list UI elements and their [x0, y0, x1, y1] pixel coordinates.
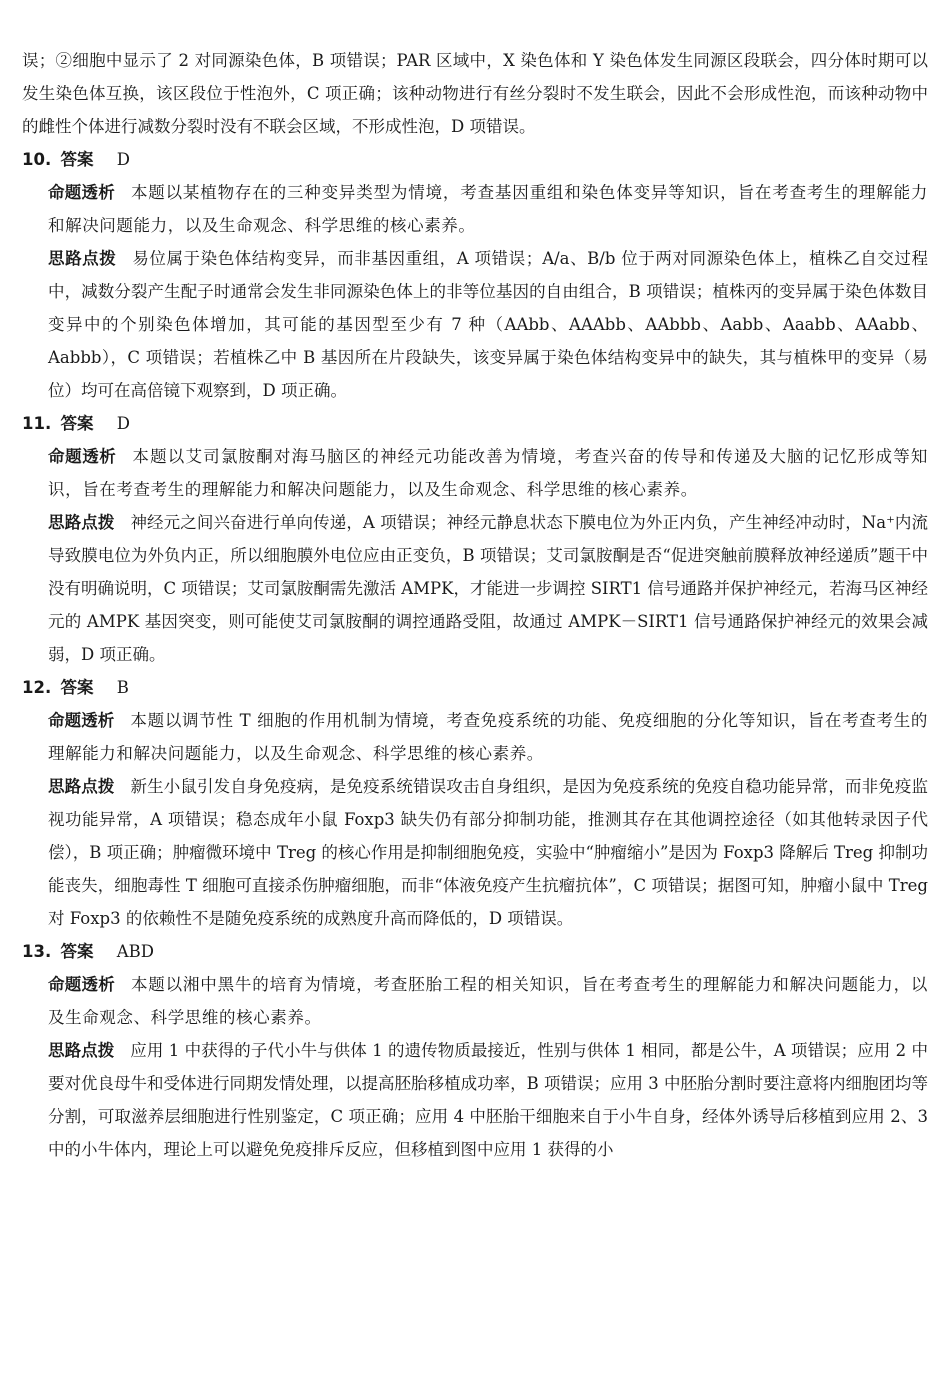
intro-label: 命题透析 [48, 711, 115, 730]
question-13 [22, 935, 928, 1166]
question-12 [22, 671, 928, 935]
intro-paragraph [22, 440, 928, 506]
hint-label: 思路点拨 [48, 1041, 115, 1060]
intro-label: 命题透析 [48, 183, 115, 202]
answer-label: 答案 [60, 150, 94, 169]
hint-text: 神经元之间兴奋进行单向传递，A 项错误；神经元静息状态下膜电位为外正内负，产生神经冲动时，Na⁺内流导致膜电位为外负内正，所以细胞膜外电位应由正变负，B 项错误；艾司氯胺酮是否“促进突触前膜释放神经递质”题干中没有明确说明，C 项错误；艾司氯胺酮需先激活 AMPK，才能进一步调控 SIRT1 信号通路并保护神经元，若海马区神经元的 AMPK 基因突变，则可能使艾司氯胺酮的调控通路受阻，故通过 AMPK－SIRT1 信号通路保护神经元的效果会减弱，D 项正确。 [48, 513, 928, 664]
intro-label: 命题透析 [48, 447, 117, 466]
answer-value: B [116, 678, 129, 697]
answer-line [22, 935, 928, 968]
answer-line [22, 143, 928, 176]
question-10 [22, 143, 928, 407]
intro-text: 本题以湘中黑牛的培育为情境，考查胚胎工程的相关知识，旨在考查考生的理解能力和解决问题能力，以及生命观念、科学思维的核心素养。 [48, 975, 928, 1027]
hint-paragraph [22, 242, 928, 407]
question-number: 13. [22, 942, 52, 961]
answer-label: 答案 [60, 942, 94, 961]
intro-paragraph [22, 176, 928, 242]
hint-label: 思路点拨 [48, 777, 115, 796]
hint-paragraph [22, 1034, 928, 1166]
hint-label: 思路点拨 [48, 513, 115, 532]
answer-line [22, 671, 928, 704]
hint-paragraph [22, 770, 928, 935]
intro-text: 本题以某植物存在的三种变异类型为情境，考查基因重组和染色体变异等知识，旨在考查考生的理解能力和解决问题能力，以及生命观念、科学思维的核心素养。 [48, 183, 928, 235]
answer-label: 答案 [60, 414, 94, 433]
answer-value: D [116, 414, 130, 433]
intro-text: 本题以艾司氯胺酮对海马脑区的神经元功能改善为情境，考查兴奋的传导和传递及大脑的记忆形成等知识，旨在考查考生的理解能力和解决问题能力，以及生命观念、科学思维的核心素养。 [48, 447, 928, 499]
intro-label: 命题透析 [48, 975, 115, 994]
hint-text: 应用 1 中获得的子代小牛与供体 1 的遗传物质最接近，性别与供体 1 相同，都是公牛，A 项错误；应用 2 中要对优良母牛和受体进行同期发情处理，以提高胚胎移植成功率，B 项错误；应用 3 中胚胎分割时要注意将内细胞团均等分割，可取滋养层细胞进行性别鉴定，C 项正确；应用 4 中胚胎干细胞来自于小牛自身，经体外诱导后移植到应用 2、3 中的小牛体内，理论上可以避免免疫排斥反应，但移植到图中应用 1 获得的小 [48, 1041, 928, 1159]
question-number: 11. [22, 414, 52, 433]
intro-text: 本题以调节性 T 细胞的作用机制为情境，考查免疫系统的功能、免疫细胞的分化等知识，旨在考查考生的理解能力和解决问题能力，以及生命观念、科学思维的核心素养。 [48, 711, 929, 763]
intro-paragraph [22, 704, 928, 770]
question-number: 10. [22, 150, 52, 169]
hint-label: 思路点拨 [48, 249, 117, 268]
answer-value: ABD [116, 942, 155, 961]
hint-paragraph [22, 506, 928, 671]
answer-label: 答案 [60, 678, 94, 697]
carryover-paragraph: 误；②细胞中显示了 2 对同源染色体，B 项错误；PAR 区域中，X 染色体和 Y 染色体发生同源区段联会，四分体时期可以发生染色体互换，该区段位于性泡外，C 项正确；该种动物进行有丝分裂时不发生联会，因此不会形成性泡，而该种动物中的雌性个体进行减数分裂时没有不联会区域，不形成性泡，D 项错误。 [22, 51, 928, 136]
question-number: 12. [22, 678, 52, 697]
question-11 [22, 407, 928, 671]
hint-text: 易位属于染色体结构变异，而非基因重组，A 项错误；A/a、B/b 位于两对同源染色体上，植株乙自交过程中，减数分裂产生配子时通常会发生非同源染色体上的非等位基因的自由组合，B 项错误；植株丙的变异属于染色体数目变异中的个别染色体增加，其可能的基因型至少有 7 种（AAbb、AAAbb、AAbbb、Aabb、Aaabb、AAabb、Aabbb），C 项错误；若植株乙中 B 基因所在片段缺失，该变异属于染色体结构变异中的缺失，其与植株甲的变异（易位）均可在高倍镜下观察到，D 项正确。 [48, 249, 929, 400]
intro-paragraph [22, 968, 928, 1034]
answer-value: D [116, 150, 130, 169]
answer-line [22, 407, 928, 440]
hint-text: 新生小鼠引发自身免疫病，是免疫系统错误攻击自身组织，是因为免疫系统的免疫自稳功能异常，而非免疫监视功能异常，A 项错误；稳态成年小鼠 Foxp3 缺失仍有部分抑制功能，推测其存在其他调控途径（如其他转录因子代偿），B 项正确；肿瘤微环境中 Treg 的核心作用是抑制细胞免疫，实验中“肿瘤缩小”是因为 Foxp3 降解后 Treg 抑制功能丧失，细胞毒性 T 细胞可直接杀伤肿瘤细胞，而非“体液免疫产生抗瘤抗体”，C 项错误；据图可知，肿瘤小鼠中 Treg 对 Foxp3 的依赖性不是随免疫系统的成熟度升高而降低的，D 项错误。 [48, 777, 929, 928]
